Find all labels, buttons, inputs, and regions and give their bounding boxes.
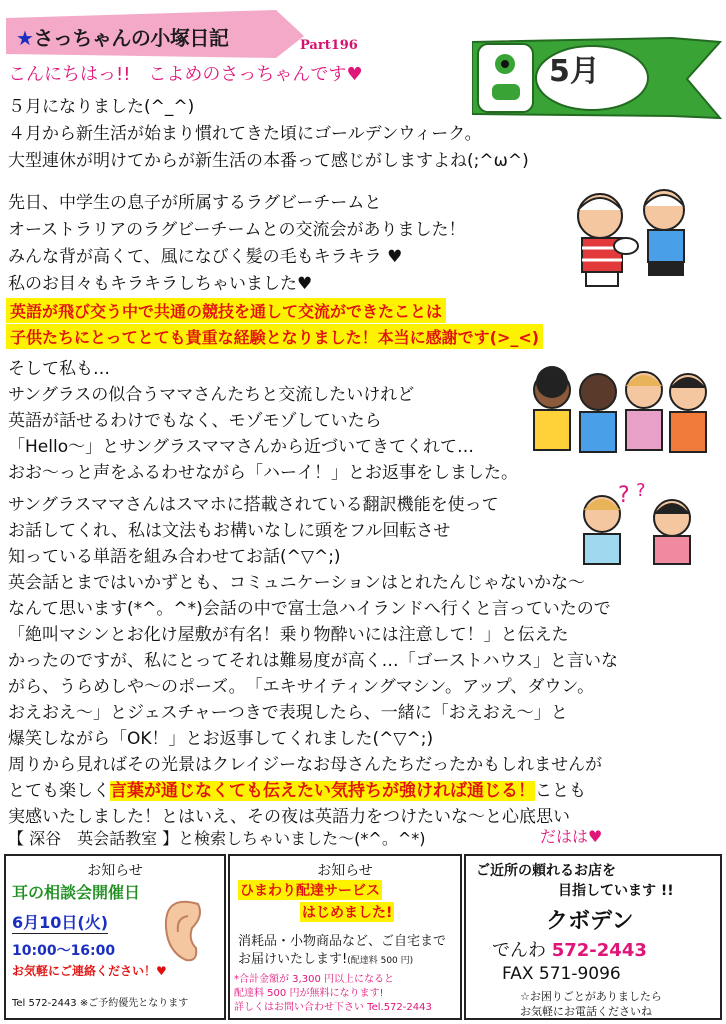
heart-icon: ♥	[387, 247, 403, 267]
story-line: お話してくれ、私は文法もお構いなしに頭をフル回転させ	[8, 521, 451, 541]
delivery-body: 消耗品・小物商品など、ご自宅まで	[238, 934, 447, 949]
shop-fax: FAX 571-9096	[502, 964, 621, 984]
delivery-body-text: お届けいたします!	[238, 952, 348, 967]
shop-slogan: ご近所の頼れるお店を	[476, 863, 616, 879]
confused-kids-illustration	[574, 478, 704, 570]
story-line: 周りから見ればその光景はクレイジーなお母さんたちだったかもしれませんが	[8, 755, 603, 775]
story-line: 知っている単語を組み合わせてお話(^▽^;)	[8, 547, 341, 567]
panel-shop-info	[464, 854, 722, 1020]
shop-note: お気軽にお電話くださいね	[520, 1005, 652, 1018]
rugby-line-text: みんな背が高くて、風になびく髪の毛もキラキラ	[8, 247, 382, 267]
panel-tel: Tel 572-2443 ※ご予約優先となります	[12, 998, 189, 1009]
rugby-players-icon	[562, 180, 712, 295]
intro-line: ４月から新生活が始まり慣れてきた頃にゴールデンウィーク。	[8, 124, 482, 144]
svg-text:?: ?	[636, 480, 646, 501]
friends-group-icon	[522, 360, 718, 460]
closing-line: 実感いたしました！とはいえ、その夜は英語力をつけたいな～と心底思い	[8, 807, 571, 827]
highlight-line: 子供たちにとってとても貴重な経験となりました！本当に感謝です(>_<)	[6, 324, 543, 349]
story-line: 英語が話せるわけでもなく、モゾモゾしていたら	[8, 411, 382, 431]
shop-slogan: 目指しています !!	[558, 883, 674, 899]
shop-note: ☆お困りごとがありましたら	[520, 990, 662, 1003]
delivery-note: 詳しくはお問い合わせ下さい Tel.572-2443	[234, 1002, 432, 1013]
story-line: がら、うらめしや～のポーズ。 「エキサイティングマシン。アップ、ダウン。	[8, 677, 595, 697]
rugby-line	[8, 242, 402, 267]
rugby-line	[8, 269, 312, 294]
closing-post: ことも	[535, 781, 586, 801]
title-star-icon: ★	[16, 26, 34, 50]
greeting-line	[8, 60, 363, 86]
story-line: かったのですが、私にとってそれは難易度が高く…「ゴーストハウス」と言いな	[8, 651, 618, 671]
confused-kids-icon	[574, 478, 704, 566]
part-number: Part196	[300, 38, 358, 53]
delivery-note: 配達料 500 円が無料になります!	[234, 988, 384, 999]
story-line: 爆笑しながら「OK！」とお返事してくれました(^▽^;)	[8, 729, 434, 749]
laugh-label: だはは	[540, 827, 589, 846]
rugby-line-text: 私のお目々もキラキラしちゃいました	[8, 274, 297, 294]
shop-name: クボデン	[546, 909, 634, 934]
intro-line: ５月になりました(^_^)	[8, 97, 195, 117]
rugby-line: オーストラリアのラグビーチームとの交流会がありました！	[8, 220, 466, 240]
heart-icon: ♥	[156, 964, 167, 978]
story-line: そして私も…	[8, 359, 110, 379]
heart-icon: ♥	[297, 274, 313, 294]
story-line: サングラスママさんはスマホに搭載されている翻訳機能を使って	[8, 495, 499, 515]
shop-phone: 572-2443	[551, 940, 647, 961]
koinobori-illustration	[472, 34, 722, 124]
delivery-body	[238, 948, 413, 967]
delivery-fee-note: (配達料 500 円)	[347, 956, 414, 966]
title-label: さっちゃんの小塚日記	[33, 26, 229, 50]
closing-line: 【 深谷 英会話教室 】と検索しちゃいました～(*^。^*)	[8, 829, 426, 848]
rugby-line: 先日、中学生の息子が所属するラグビーチームと	[8, 193, 382, 213]
panel-hearing-consultation	[4, 854, 226, 1020]
event-time: 10:00～16:00	[12, 943, 116, 959]
delivery-title-line1: ひまわり配達サービス	[238, 880, 382, 900]
delivery-title-line2: はじめました!	[300, 902, 394, 922]
intro-line: 大型連休が明けてからが新生活の本番って感じがしますよね(;^ω^)	[8, 151, 529, 171]
story-line: 英会話とまではいかずとも、コミュニケーションはとれたんじゃないかな～	[8, 573, 585, 593]
story-line: 「絶叫マシンとお化け屋敷が有名！乗り物酔いには注意して！」と伝えた	[8, 625, 569, 645]
event-date: 6月10日(火)	[12, 910, 108, 934]
delivery-note: *合計金額が 3,300 円以上になると	[234, 974, 394, 985]
panel-title: 耳の相談会開催日	[12, 883, 141, 902]
story-line: おえおえ～」とジェスチャーつきで表現したら、一緒に「おえおえ～」と	[8, 703, 568, 723]
greeting-text: こんにちはっ!! こよめのさっちゃんです	[8, 64, 347, 85]
newsletter-title	[16, 22, 228, 51]
svg-text:?: ?	[618, 483, 630, 508]
highlight-line: 英語が飛び交う中で共通の競技を通して交流ができたことは	[6, 298, 446, 323]
heart-icon: ♥	[346, 64, 363, 85]
closing-highlight: 言葉が通じなくても伝えたい気持ちが強ければ通じる！	[110, 781, 535, 801]
ear-icon	[158, 894, 210, 964]
panel-heading: お知らせ	[317, 863, 373, 879]
title-banner	[6, 8, 306, 60]
story-line: おお～っと声をふるわせながら「ハーイ！」とお返事をしました。	[8, 463, 518, 483]
story-line: なんて思います(*^。^*)会話の中で富士急ハイランドへ行くと言っていたので	[8, 599, 611, 619]
contact-prompt	[12, 962, 167, 979]
closing-line	[8, 776, 586, 801]
closing-pre: とても楽しく	[8, 781, 110, 801]
month-label: 5月	[549, 54, 600, 89]
story-line: 「Hello～」とサングラスママさんから近づいてきてくれて…	[8, 437, 475, 457]
panel-heading: お知らせ	[87, 863, 143, 879]
rugby-players-illustration	[562, 180, 712, 299]
friends-group-illustration	[522, 360, 718, 464]
shop-phone-row	[492, 936, 647, 962]
contact-text: お気軽にご連絡ください！	[12, 964, 157, 978]
heart-icon: ♥	[588, 827, 603, 846]
panel-delivery-service	[228, 854, 462, 1020]
phone-label: でんわ	[492, 940, 546, 961]
story-line: サングラスの似合うママさんたちと交流したいけれど	[8, 385, 415, 405]
laugh-text	[540, 824, 602, 847]
